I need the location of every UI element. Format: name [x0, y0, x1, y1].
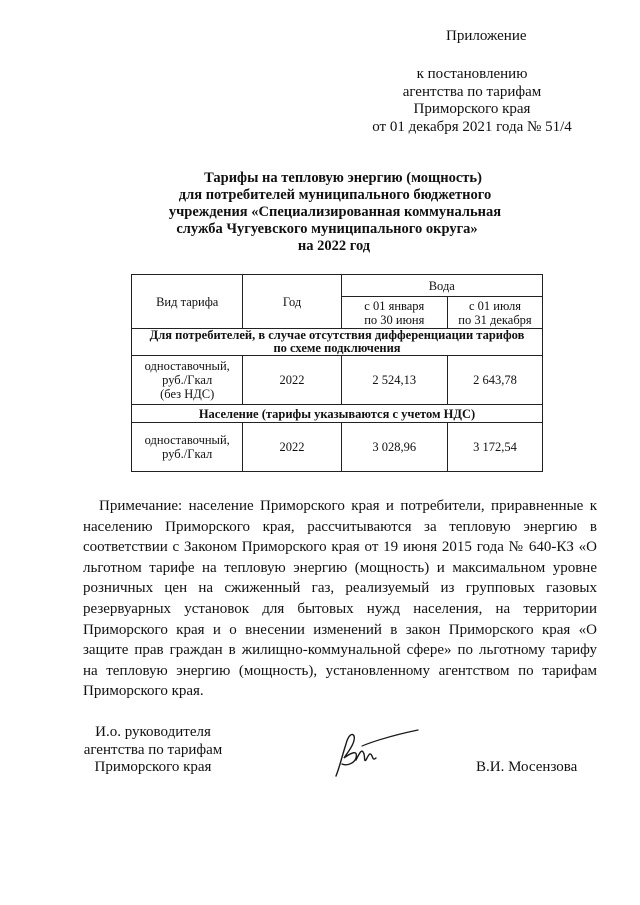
appendix-title: Приложение: [446, 28, 527, 44]
cell-tariff-type: [132, 356, 243, 405]
section-population: Население (тарифы указываются с учетом НДС): [132, 405, 543, 423]
cell-year: 2022: [243, 356, 341, 405]
cell-value-first-half: 3 028,96: [341, 423, 447, 472]
section-consumers: [132, 329, 543, 356]
cell-line: одноставочный,: [144, 433, 230, 447]
tariff-table: [131, 274, 543, 472]
cell-value-second-half: 2 643,78: [447, 356, 542, 405]
appendix-reference: [347, 66, 597, 136]
signatory-position-line: агентства по тарифам: [83, 741, 223, 758]
header-period-second-half: [447, 297, 542, 329]
title-line: Тарифы на тепловую энергию (мощность): [204, 170, 482, 186]
appendix-line: Приморского края: [413, 101, 531, 117]
signatory-position: [73, 724, 233, 777]
cell-line: одноставочный,: [144, 359, 230, 373]
header-tariff-type: Вид тарифа: [132, 275, 243, 329]
title-line: для потребителей муниципального бюджетного: [178, 187, 492, 203]
title-line: на 2022 год: [297, 238, 371, 254]
header-period-line: с 01 января: [364, 298, 425, 313]
note-paragraph: Примечание: население Приморского края и потребители, приравненные к населению Приморского края, рассчитываются за тепловую энергию в соответствии с Законом Приморского края от 19 июня 2015 года № 640-КЗ «О льготном тарифе на тепловую энергию (мощность) и максимальном уровне розничных цен на сжиженный газ, реализуемый из групповых газовых резервуарных установок для бытовых нужд населения, на территории Приморского края и о внесении изменений в закон Приморского края «О защите прав граждан в жилищно-коммунальной сфере» по льготному тарифу на тепловую энергию (мощность), установленному агентством по тарифам Приморского края.: [83, 498, 597, 700]
table-row: [132, 356, 543, 405]
table-row: [132, 423, 543, 472]
title-line: служба Чугуевского муниципального округа»: [176, 221, 478, 237]
header-period-line: с 01 июля: [468, 298, 521, 313]
handwritten-signature: [322, 726, 422, 782]
title-line: учреждения «Специализированная коммунальная: [168, 204, 502, 220]
appendix-line: агентства по тарифам: [402, 83, 542, 100]
document-title: [0, 170, 640, 255]
signatory-position-line: Приморского края: [94, 759, 212, 775]
cell-value-first-half: 2 524,13: [341, 356, 447, 405]
cell-line: руб./Гкал: [162, 447, 213, 461]
header-period-line: по 31 декабря: [458, 312, 532, 327]
cell-line: (без НДС): [160, 387, 215, 401]
signatory-position-line: И.о. руководителя: [95, 724, 211, 740]
cell-tariff-type: [132, 423, 243, 472]
header-year: Год: [243, 275, 341, 329]
signatory-name: В.И. Мосензова: [476, 759, 578, 775]
section-line: Для потребителей, в случае отсутствия дифференциации тарифов: [149, 328, 525, 342]
header-water: Вода: [341, 275, 542, 297]
appendix-line: к постановлению: [416, 66, 528, 82]
cell-year: 2022: [243, 423, 341, 472]
section-line: по схеме подключения: [273, 341, 401, 355]
table-header-row: [132, 275, 543, 297]
section-row: [132, 405, 543, 423]
appendix-line: от 01 декабря 2021 года № 51/4: [372, 118, 572, 135]
cell-line: руб./Гкал: [162, 373, 213, 387]
header-period-line: по 30 июня: [364, 312, 425, 327]
cell-value-second-half: 3 172,54: [447, 423, 542, 472]
header-period-first-half: [341, 297, 447, 329]
section-row: [132, 329, 543, 356]
